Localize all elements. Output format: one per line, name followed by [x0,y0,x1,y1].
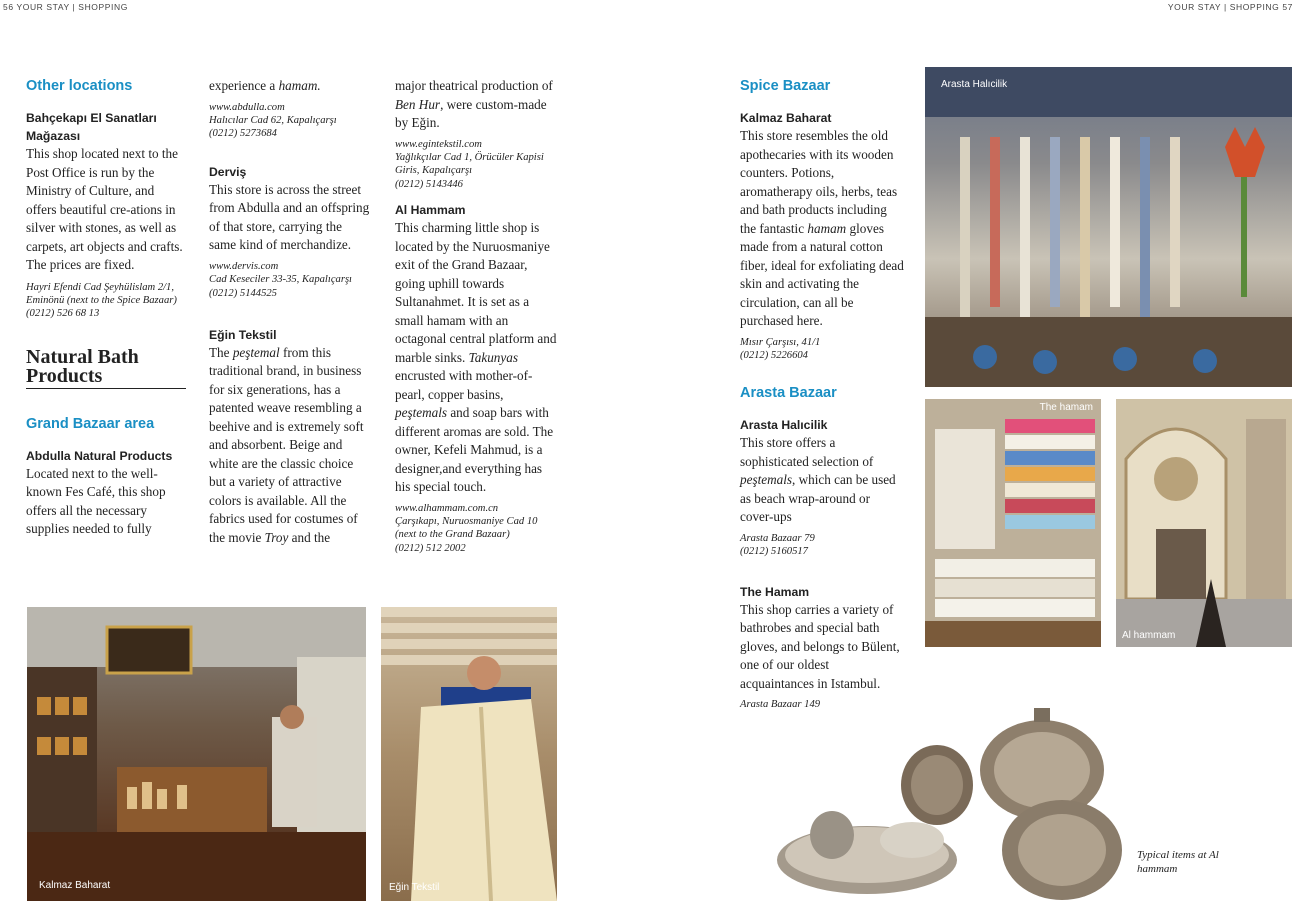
shop-address: Cad Keseciler 33-35, Kapalıçarşı [209,274,353,286]
shop-address: Halıcılar Cad 62, Kapalıçarşı [209,114,337,126]
shop-address: Mısır Çarşısı, 41/1 [740,336,821,348]
storefront-image [925,67,1292,387]
shop-website[interactable]: www.egintekstil.com [395,138,482,150]
shop-address: Hayri Efendi Cad Şeyhülislam 2/1, Eminönü (next to the Spice Bazaar) [26,281,177,306]
shop-name-bahcekapi: Bahçekapı El Sanatları Mağazası [26,111,157,143]
textile-shop-image [381,607,557,901]
photo-arasta-halicilik [925,67,1292,387]
shop-description: This shop located next to the Post Office is run by the Ministry of Culture, and offers beautiful cre-ations in silver with stones, as well as carpets, art objects and crafts. The prices are fixed. [26,146,183,272]
photo-caption: Al hammam [1122,630,1176,641]
shop-description: This store resembles the old apothecaries with its wooden counters. Potions, aromatherapy oils, herbs, teas and bath products including the fantastic hamam gloves made from a natural cotton fiber, ideal for exfoliating dead skin and activating the circulation, can all be purchased here. [740,128,904,328]
shop-phone: (0212) 5160517 [740,546,808,558]
items-caption: Typical items at Al hammam [1137,849,1219,875]
other-locations-heading: Other locations [26,78,133,94]
spice-bazaar-heading: Spice Bazaar [740,78,831,94]
natural-bath-products-title: Natural Bath Products [26,348,186,389]
photo-typical-items [772,700,1128,905]
shop-phone: (0212) 5143446 [395,178,463,190]
shop-name-dervis: Derviş [209,164,247,179]
shop-description: This store is across the street from Abdulla and an offspring of that store, carrying the same kind of merchandize. [209,181,370,253]
photo-al-hammam [1116,399,1292,647]
photo-caption: The hamam [1039,402,1093,413]
photo-kalmaz-baharat [27,607,366,901]
shop-phone: (0212) 5144525 [209,287,277,299]
running-head-left: 56 YOUR STAY | SHOPPING [3,2,128,12]
shop-website[interactable]: www.abdulla.com [209,101,285,113]
running-head-right: YOUR STAY | SHOPPING 57 [1167,2,1293,12]
shop-name-abdulla: Abdulla Natural Products [26,448,173,463]
shop-name-arasta: Arasta Halıcilik [740,418,828,433]
column-1 [26,77,184,539]
column-3 [395,77,557,555]
continued-text: major theatrical production of Ben Hur, were custom-made by Eğin. [395,78,553,130]
continued-text: experience a hamam. [209,78,321,93]
shop-description: This charming little shop is located by the Nuruosmaniye exit of the Grand Bazaar, going uphill towards Sultanahmet. It is set as a small hamam with an octagonal central platform and marble sinks. Takunyas encrusted with mother-of-pearl, copper basins, peştemals and soap bars with different aromas are sold. The owner, Kefeli Mahmud, is a designer,and everything has his special touch. [395,220,557,495]
towels-image [925,399,1101,647]
photo-egin-tekstil [381,607,557,901]
column-4 [740,77,904,712]
shop-phone: (0212) 512 2002 [395,542,466,554]
column-2 [209,77,371,547]
shop-name-kalmaz: Kalmaz Baharat [740,111,832,125]
shop-address: Yağlıkçılar Cad 1, Örücüler Kapisi Giris, Kapalıçarşı [395,151,544,177]
shop-website[interactable]: www.dervis.com [209,260,279,272]
spice-shop-image [27,607,366,901]
shop-description: This shop carries a variety of bathrobes and special bath gloves, and belongs to Bülent, one of our oldest acquaintances in Istambul. [740,601,900,691]
shop-phone: (0212) 526 68 13 [26,308,100,320]
arasta-bazaar-heading: Arasta Bazaar [740,385,837,402]
shop-description: Located next to the well-known Fes Café, this shop offers all the necessary supplies needed to fully [26,465,166,537]
photo-caption: Eğin Tekstil [389,882,440,893]
photo-caption: Arasta Halıcilik [941,79,1008,90]
shop-description: The peştemal from this traditional brand, in business for six generations, has a patented weave resembling a beehive and is extremely soft and absorbent. Beige and white are the classic choice but a variety of attractive colors is available. All the fabrics used for costumes of the movie Troy and the [209,344,364,545]
shop-name-egin: Eğin Tekstil [209,327,277,342]
shop-website[interactable]: www.alhammam.com.cn [395,502,499,514]
shop-name-the-hamam: The Hamam [740,584,810,599]
shop-address: Arasta Bazaar 149 [740,699,821,711]
silver-items-image [772,700,1128,905]
shop-address: Arasta Bazaar 79 [740,532,815,544]
shop-name-al-hammam: Al Hammam [395,203,466,218]
shop-phone: (0212) 5273684 [209,128,277,140]
photo-the-hamam [925,399,1101,647]
grand-bazaar-heading: Grand Bazaar area [26,415,155,432]
shop-phone: (0212) 5226604 [740,349,808,361]
shop-description: This store offers a sophisticated selection of peştemals, which can be used as beach wrap-around or cover-ups [740,435,896,525]
shop-address: Çarşıkapı, Nuruosmaniye Cad 10 (next to the Grand Bazaar) [395,516,538,541]
photo-caption: Kalmaz Baharat [39,880,111,891]
hammam-interior-image [1116,399,1292,647]
